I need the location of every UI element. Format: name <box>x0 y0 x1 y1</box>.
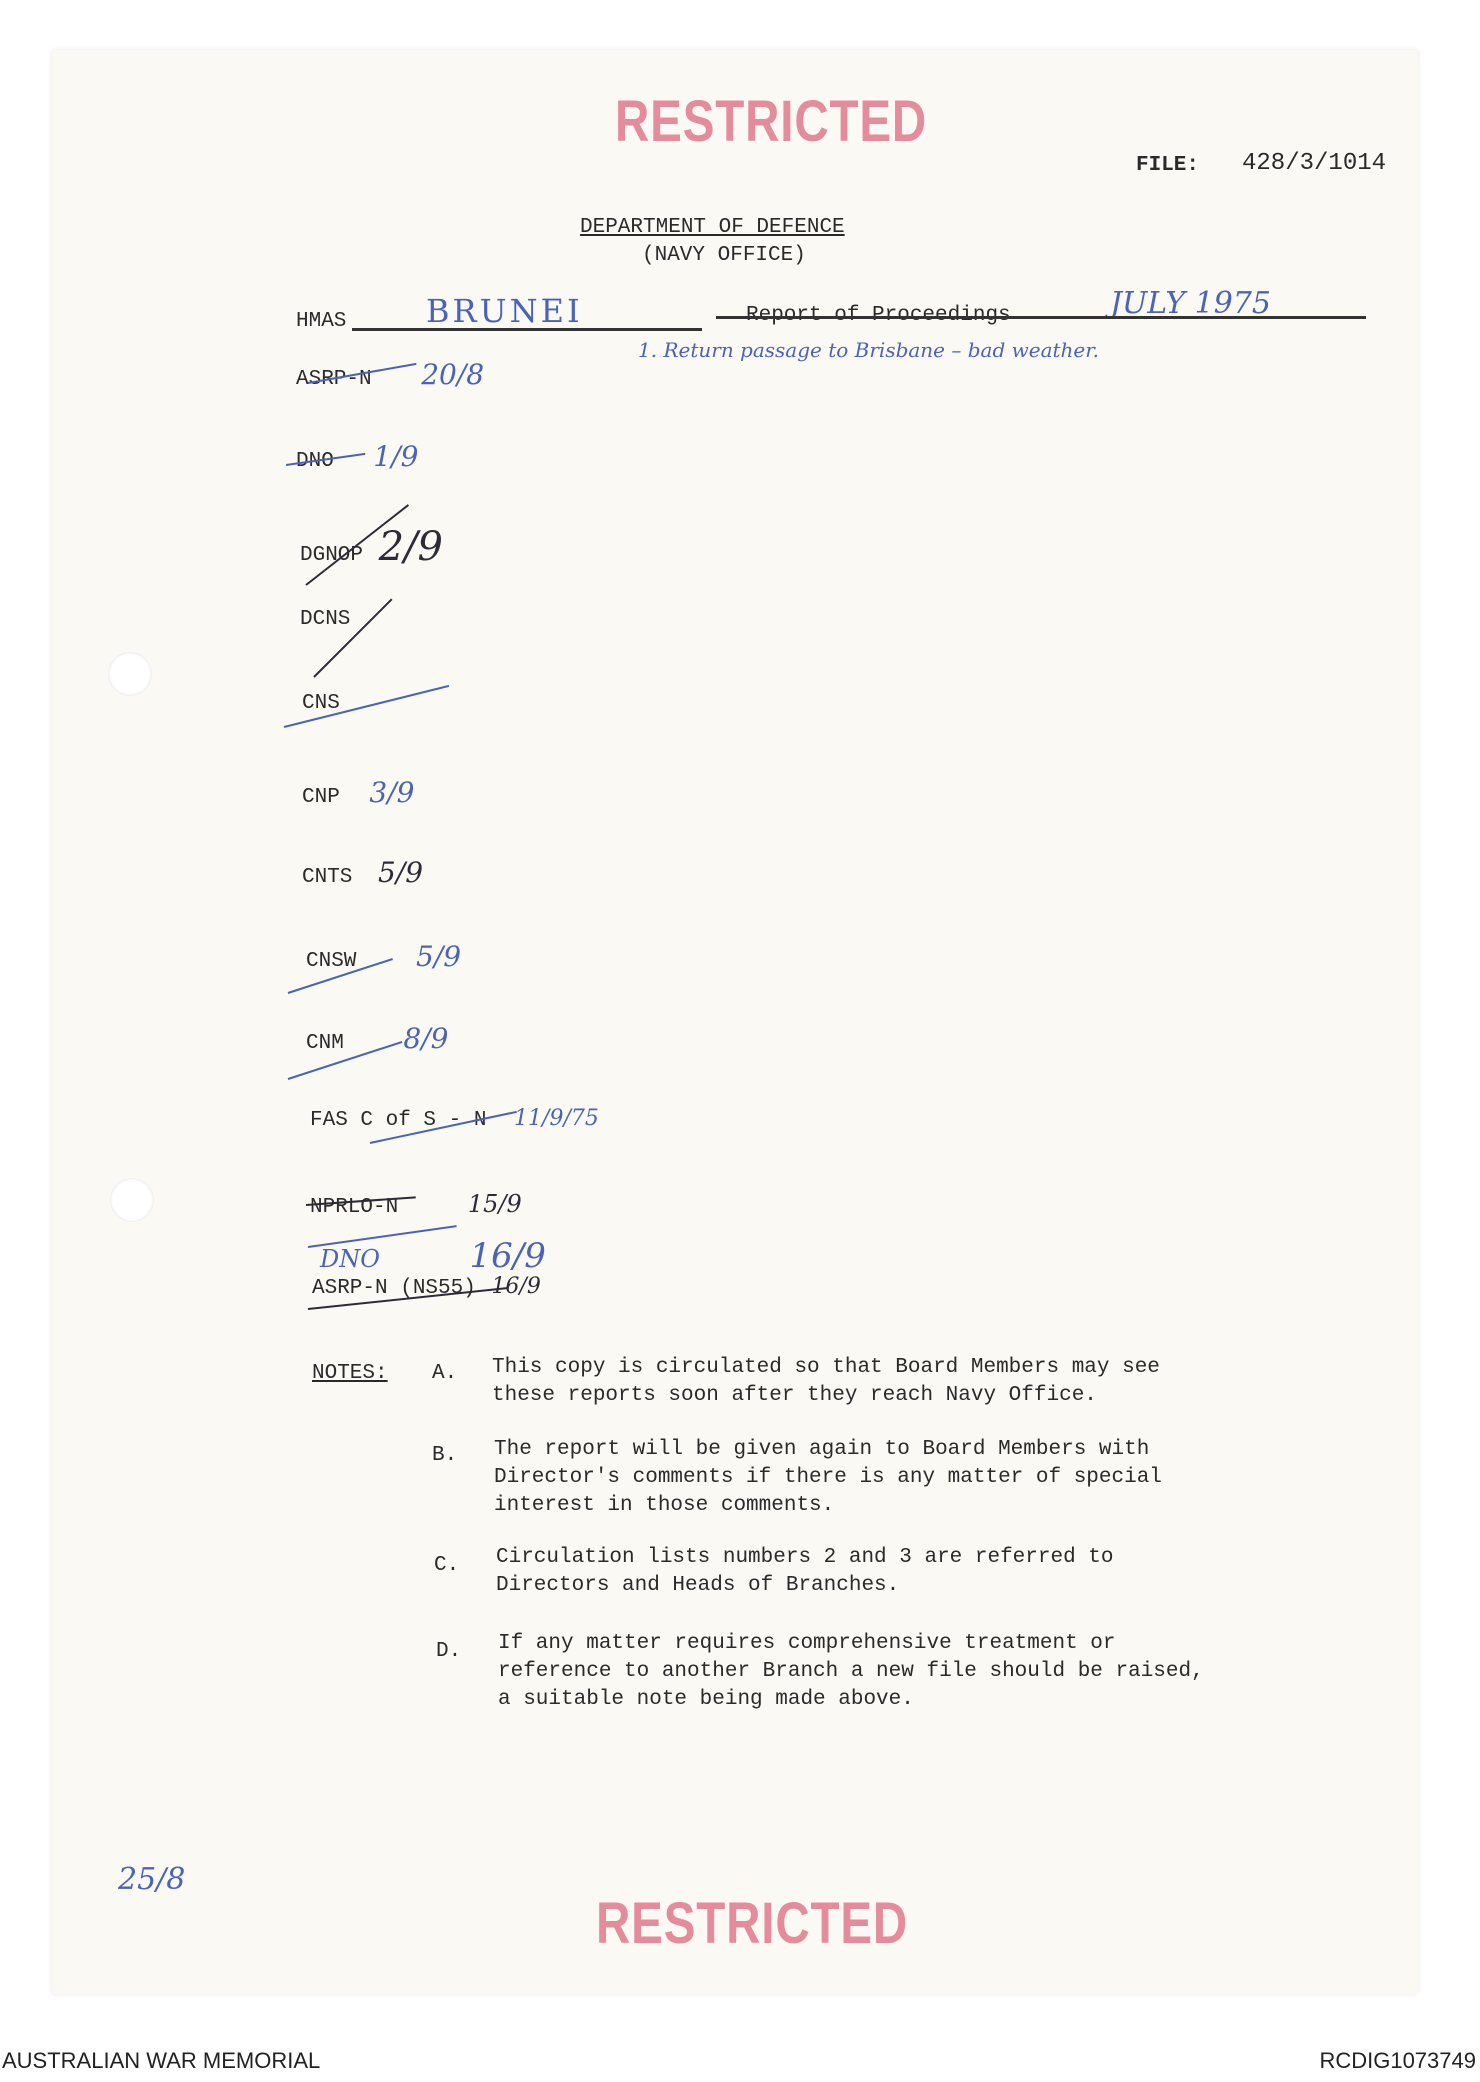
routing-initials: 2/9 <box>378 524 443 570</box>
routing-row <box>302 692 340 715</box>
routing-initials: 16/9 <box>491 1274 541 1299</box>
routing-code: DCNS <box>300 608 351 631</box>
report-period: JULY 1975 <box>1110 286 1272 321</box>
routing-row <box>300 608 350 631</box>
note-letter: A. <box>432 1362 458 1385</box>
office-subtitle: (NAVY OFFICE) <box>642 244 806 267</box>
routing-code: FAS C of S - N <box>310 1109 487 1132</box>
hmas-rule <box>352 328 702 331</box>
routing-code: CNS <box>302 692 340 715</box>
file-number: 428/3/1014 <box>1242 150 1387 177</box>
routing-code: ASRP-N <box>296 368 372 391</box>
note-letter: B. <box>432 1444 458 1467</box>
summary-note: 1. Return passage to Brisbane – bad weather. <box>638 338 1099 362</box>
department-title: DEPARTMENT OF DEFENCE <box>580 216 845 239</box>
punch-hole-top <box>108 652 152 696</box>
margin-initials: 25/8 <box>118 1862 186 1897</box>
note-text: This copy is circulated so that Board Members may see these reports soon after they reach Navy Office. <box>492 1356 1160 1407</box>
routing-initials: 11/9/75 <box>514 1106 599 1131</box>
file-label: FILE: <box>1136 154 1200 177</box>
routing-initials: 8/9 <box>403 1022 449 1055</box>
note-letter: C. <box>434 1554 460 1577</box>
punch-hole-bottom <box>110 1178 154 1222</box>
ship-name: BRUNEI <box>426 292 583 330</box>
routing-initials: 1/9 <box>373 440 419 473</box>
routing-code: DGNOP <box>300 544 364 567</box>
routing-initials: 16/9 <box>469 1236 546 1276</box>
routing-row <box>310 1106 599 1132</box>
hmas-label: HMAS <box>296 310 347 333</box>
routing-code: CNP <box>302 786 340 809</box>
routing-code: DNO <box>320 1245 380 1273</box>
document-page <box>52 50 1418 1994</box>
routing-row <box>306 940 461 973</box>
note-text: The report will be given again to Board Members with Director's comments if there is any matter of special interest in those comments. <box>494 1438 1162 1517</box>
restricted-stamp-top: RESTRICTED <box>615 89 928 154</box>
routing-row <box>302 856 423 889</box>
routing-row <box>296 440 418 473</box>
note-text: Circulation lists numbers 2 and 3 are referred to Directors and Heads of Branches. <box>496 1546 1114 1597</box>
routing-initials: 20/8 <box>421 358 485 391</box>
routing-row <box>296 358 484 391</box>
note-letter: D. <box>436 1640 462 1663</box>
routing-row <box>310 1190 522 1219</box>
archive-reference: RCDIG1073749 <box>1319 2048 1476 2073</box>
report-rule <box>716 316 1366 319</box>
notes-label: NOTES: <box>312 1362 388 1385</box>
routing-code: NPRLO-N <box>310 1196 399 1219</box>
restricted-stamp-bottom: RESTRICTED <box>596 1891 909 1956</box>
routing-row <box>320 1236 546 1276</box>
routing-code: CNTS <box>302 866 353 889</box>
routing-initials: 5/9 <box>416 940 462 973</box>
routing-initials: 15/9 <box>467 1190 522 1218</box>
routing-code: ASRP-N (NS55) <box>312 1277 476 1300</box>
routing-initials: 3/9 <box>369 776 415 809</box>
routing-code: DNO <box>296 450 334 473</box>
routing-code: CNM <box>306 1032 344 1055</box>
routing-initials: 5/9 <box>378 856 424 889</box>
routing-code: CNSW <box>306 950 357 973</box>
archive-caption: AUSTRALIAN WAR MEMORIAL <box>2 2048 321 2073</box>
report-label: Report of Proceedings <box>746 304 1011 327</box>
routing-row <box>302 776 414 809</box>
note-text: If any matter requires comprehensive treatment or reference to another Branch a new file should be raised, a suitable note being made above. <box>498 1632 1204 1711</box>
